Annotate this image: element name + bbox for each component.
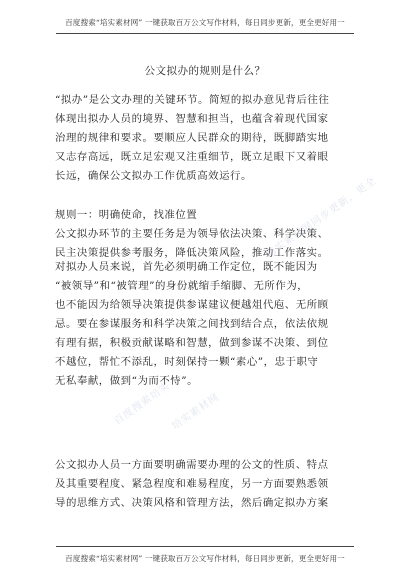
paragraph-line: 忌。要在参谋服务和科学决策之间找到结合点，依法依规 [55, 318, 329, 331]
header-divider [56, 33, 354, 34]
paragraph-line: 治理的规律和要求。要顺应人民群众的期待，既脚踏实地 [55, 132, 329, 145]
paragraph-line: “拟办”是公文办理的关键环节。简短的拟办意见背后往往 [55, 94, 330, 106]
paragraph-3 [55, 258, 355, 391]
watermark-text: 培实素材网同步更新，更全 [264, 175, 379, 261]
paragraph-line: “被领导”和“被管理”的身份就缩手缩脚、无所作为， [55, 280, 309, 293]
paragraph-line: 体现出拟办人员的境界、智慧和担当，也蕴含着现代国家 [55, 113, 329, 126]
page-header: 百度搜索“培实素材网” 一键获取百万公文写作材料，每日同步更新，更全更好用一 [65, 18, 345, 27]
page-footer: 百度搜索“培实素材网” 一键获取百万公文写作材料，每日同步更新，更全更好用一 [65, 554, 345, 563]
paragraph-line: 不越位，帮忙不添乱，时刻保持一颗“素心”，忠于职守 [55, 356, 319, 369]
paragraph-line: 公文拟办人员一方面要明确需要办理的公文的性质、特点 [55, 459, 329, 471]
paragraph-line: 无私奉献，做到“为而不恃”。 [55, 375, 199, 388]
paragraph-line: 及其重要程度、紧急程度和难易程度，另一方面要熟悉领 [55, 478, 329, 491]
paragraph-line: 公文拟办环节的主要任务是为领导依法决策、科学决策、 [55, 228, 329, 240]
document-title: 公文拟办的规则是什么？ [144, 65, 266, 77]
paragraph-line: 长远，确保公文拟办工作优质高效运行。 [55, 170, 252, 183]
paragraph-line: 又志存高远，既立足宏观又注重细节，既立足眼下又着眼 [55, 151, 329, 164]
paragraph-line: 民主决策提供参考服务，降低决策风险，推动工作落实。 [55, 247, 329, 260]
watermark-text: 百度搜索培实 [112, 380, 173, 428]
section-heading-text: 规则一：明确使命，找准位置 [55, 209, 198, 221]
paragraph-1 [55, 91, 355, 186]
paragraph-line: 对拟办人员来说，首先必须明确工作定位，既不能因为 [55, 261, 318, 273]
paragraph-4 [55, 456, 355, 513]
paragraph-line: 导的思维方式、决策风格和管理方法，然后确定拟办方案 [55, 497, 329, 510]
watermark-text: 培实素材网 [170, 391, 222, 433]
footer-divider [56, 546, 354, 547]
paragraph-line: 也不能因为给领导决策提供参谋建议便越俎代庖、无所顾 [55, 299, 329, 312]
paragraph-line: 有理有据，积极贡献谋略和智慧，做到参谋不决策、到位 [55, 337, 329, 350]
